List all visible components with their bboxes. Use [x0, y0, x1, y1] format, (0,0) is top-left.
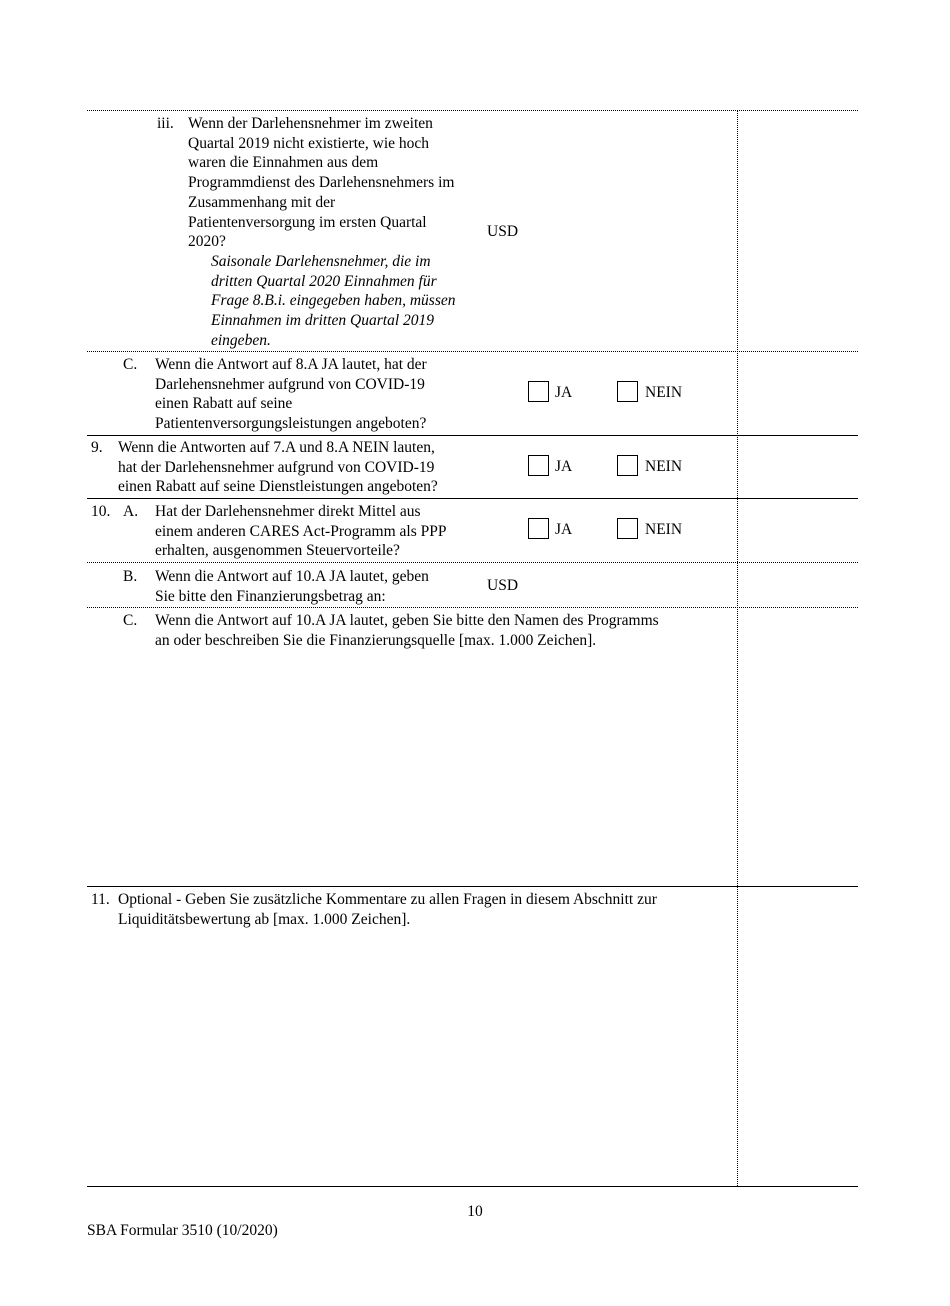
- row-divider: [87, 110, 858, 111]
- question-marker: B.: [123, 568, 138, 585]
- checkbox-10a-no[interactable]: [617, 518, 638, 539]
- question-8c-text: Wenn die Antwort auf 8.A JA lautet, hat der Darlehensnehmer aufgrund von COVID-19 einen Rabatt auf seine Patientenversorgungsleistungen angeboten?: [155, 356, 427, 433]
- row-divider: [87, 498, 858, 499]
- question-marker: iii.: [157, 115, 174, 132]
- row-divider: [87, 886, 858, 887]
- question-11-text: Optional - Geben Sie zusätzliche Kommentare zu allen Fragen in diesem Abschnitt zur Liquiditätsbewertung ab [max. 1.000 Zeichen].: [118, 891, 657, 928]
- row-divider: [87, 435, 858, 436]
- checkbox-8c-yes[interactable]: [528, 381, 549, 402]
- question-marker: 11.: [91, 891, 110, 908]
- row-divider: [87, 607, 858, 608]
- answer-area-10c[interactable]: [90, 654, 732, 882]
- row-divider: [87, 562, 858, 563]
- question-marker: C.: [123, 356, 138, 373]
- checkbox-label: JA: [555, 458, 573, 475]
- row-divider: [87, 1186, 858, 1187]
- checkbox-label: NEIN: [645, 384, 683, 401]
- question-10a-text: Hat der Darlehensnehmer direkt Mittel aus einem anderen CARES Act-Programm als PPP erhalten, ausgenommen Steuervorteile?: [155, 503, 447, 560]
- checkbox-label: JA: [555, 384, 573, 401]
- question-marker: C.: [123, 612, 138, 629]
- answer-area-11[interactable]: [90, 934, 732, 1182]
- checkbox-10a-yes[interactable]: [528, 518, 549, 539]
- question-9-text: Wenn die Antworten auf 7.A und 8.A NEIN lauten, hat der Darlehensnehmer aufgrund von COVID-19 einen Rabatt auf seine Dienstleistungen angeboten?: [118, 439, 438, 496]
- question-marker: 10.: [91, 503, 111, 520]
- question-marker: 9.: [91, 439, 103, 456]
- checkbox-8c-no[interactable]: [617, 381, 638, 402]
- question-10c-text: Wenn die Antwort auf 10.A JA lautet, geben Sie bitte den Namen des Programms an oder beschreiben Sie die Finanzierungsquelle [max. 1.000 Zeichen].: [155, 612, 659, 649]
- checkbox-label: JA: [555, 521, 573, 538]
- currency-label: USD: [487, 223, 519, 240]
- checkbox-9-no[interactable]: [617, 455, 638, 476]
- checkbox-9-yes[interactable]: [528, 455, 549, 476]
- question-marker: A.: [123, 503, 139, 520]
- column-divider: [737, 110, 738, 1186]
- checkbox-label: NEIN: [645, 458, 683, 475]
- question-10b-text: Wenn die Antwort auf 10.A JA lautet, geben Sie bitte den Finanzierungsbetrag an:: [155, 568, 429, 605]
- page-number: 10: [467, 1203, 483, 1220]
- row-divider: [87, 351, 858, 352]
- form-id: SBA Formular 3510 (10/2020): [87, 1222, 278, 1239]
- currency-label: USD: [487, 577, 519, 594]
- question-8b-iii-note: Saisonale Darlehensnehmer, die im dritten Quartal 2020 Einnahmen für Frage 8.B.i. eingegeben haben, müssen Einnahmen im dritten Quartal 2019 eingeben.: [211, 253, 456, 349]
- checkbox-label: NEIN: [645, 521, 683, 538]
- question-8b-iii-text: Wenn der Darlehensnehmer im zweiten Quartal 2019 nicht existierte, wie hoch waren die Einnahmen aus dem Programmdienst des Darlehensnehmers im Zusammenhang mit der Patientenversorgung im ersten Quartal 2020?: [188, 115, 455, 251]
